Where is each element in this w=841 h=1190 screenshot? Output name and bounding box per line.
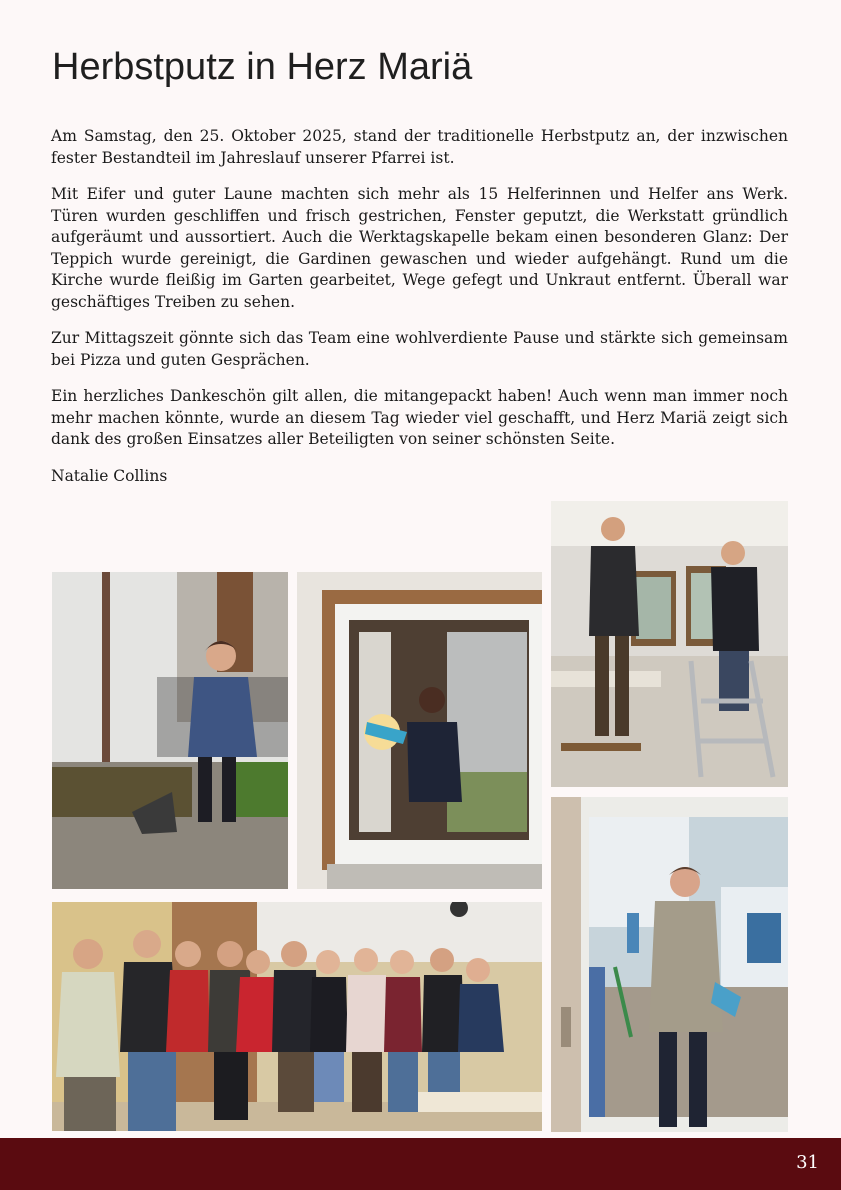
footer-bar bbox=[0, 1138, 841, 1190]
article-paragraph: Am Samstag, den 25. Oktober 2025, stand der traditionelle Herbstputz an, der inzwischen fester Bestandteil im Jahreslauf unserer Pfarrei ist. bbox=[51, 127, 788, 167]
article-body bbox=[51, 126, 788, 502]
article-paragraph: Zur Mittagszeit gönnte sich das Team eine wohlverdiente Pause und stärkte sich gemeinsam bei Pizza und guten Gesprächen. bbox=[51, 329, 788, 369]
photo-ladder-workers bbox=[551, 501, 788, 787]
author-signature: Natalie Collins bbox=[51, 466, 168, 485]
page-number: 31 bbox=[796, 1152, 819, 1173]
photo-window-cleaning bbox=[297, 572, 542, 889]
photo-glass-door-cleaning bbox=[551, 797, 788, 1132]
photo-group bbox=[52, 902, 542, 1131]
article-paragraph: Ein herzliches Dankeschön gilt allen, die mitangepackt haben! Auch wenn man immer noch mehr machen könnte, wurde an diesem Tag wieder viel geschafft, und Herz Mariä zeigt sich dank des großen Einsatzes aller Beteiligten von seiner schönsten Seite. bbox=[51, 387, 788, 448]
article-paragraph: Mit Eifer und guter Laune machten sich mehr als 15 Helferinnen und Helfer ans Werk. Türen wurden geschliffen und frisch gestrichen, Fenster geputzt, die Werkstatt gründlich aufgeräumt und aussortiert. Auch die Werktagskapelle bekam einen besonderen Glanz: Der Teppich wurde gereinigt, die Gardinen gewaschen und wieder aufgehängt. Rund um die Kirche wurde fleißig im Garten gearbeitet, Wege gefegt und Unkraut entfernt. Überall war geschäftiges Treiben zu sehen. bbox=[51, 185, 788, 311]
page-title: Herbstputz in Herz Mariä bbox=[52, 46, 473, 88]
photo-garden-leaves bbox=[52, 572, 288, 889]
